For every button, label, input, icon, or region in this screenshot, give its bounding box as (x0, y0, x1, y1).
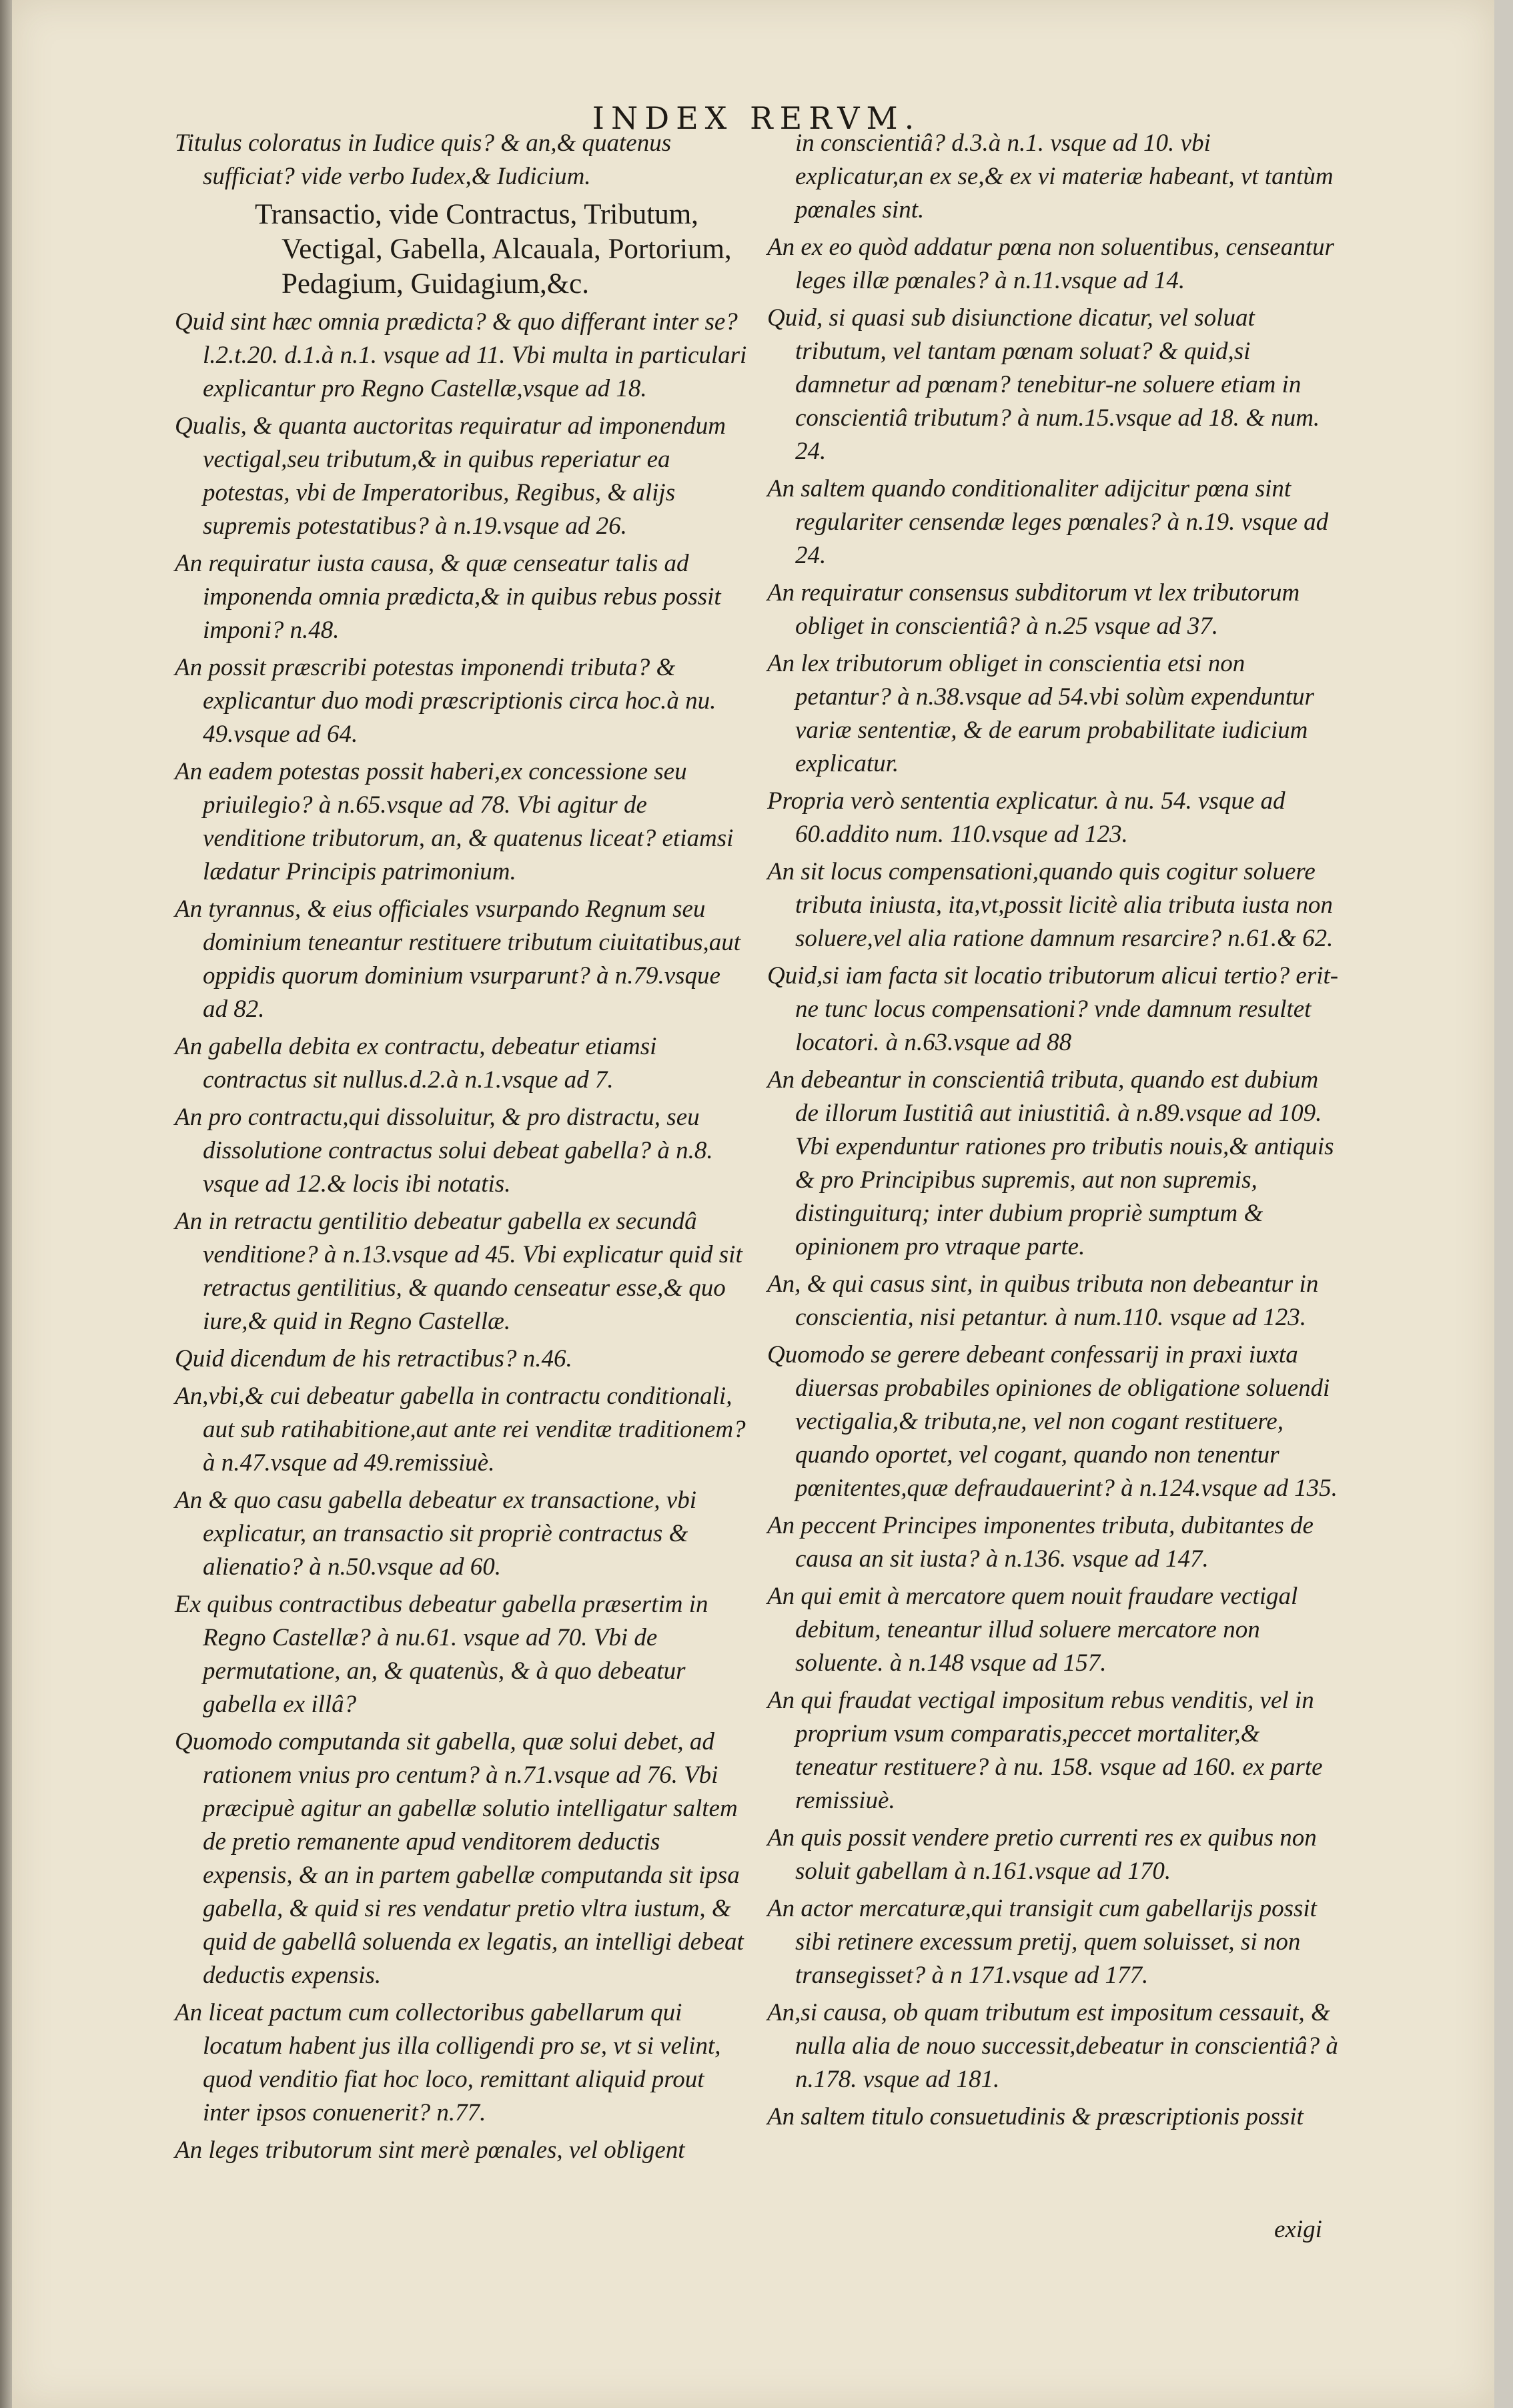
index-entry: Quid, si quasi sub disiunctione dicatur, vel soluat tributum, vel tantam pœnam soluat? & quid,si damnetur ad pœnam? tenebitur-ne soluere etiam in conscientiâ tributum? à num.15.vsque ad 18. & num. 24. (767, 304, 1320, 465)
index-entry: An saltem quando conditionaliter adijcitur pœna sint regulariter censendæ leges pœnales? à n.19. vsque ad 24. (767, 475, 1329, 569)
index-entry: Ex quibus contractibus debeatur gabella præsertim in Regno Castellæ? à nu.61. vsque ad 70. Vbi de permutatione, an, & quatenùs, & à quo debeatur gabella ex illâ? (175, 1591, 708, 1718)
index-entry: An,vbi,& cui debeatur gabella in contractu conditionali, aut sub ratihabitione,aut ante rei venditæ traditionem? à n.47.vsque ad 49.remissiuè. (175, 1382, 746, 1477)
index-entry: Transactio, vide Contractus, Tributum, Vectigal, Gabella, Alcauala, Portorium, Pedagium, Guidagium,&c. (255, 199, 732, 300)
index-entry: An saltem titulo consuetudinis & præscriptionis possit (767, 2103, 1304, 2130)
index-entry: An gabella debita ex contractu, debeatur etiamsi contractus sit nullus.d.2.à n.1.vsque ad 7. (175, 1033, 657, 1094)
index-entry: An pro contractu,qui dissoluitur, & pro distractu, seu dissolutione contractus solui debeat gabella? à n.8. vsque ad 12.& locis ibi notatis. (175, 1104, 713, 1198)
index-entry: An eadem potestas possit haberi,ex concessione seu priuilegio? à n.65.vsque ad 78. Vbi agitur de venditione tributorum, an, & quatenus liceat? etiamsi lædatur Principis patrimonium. (175, 758, 734, 885)
index-entry: An possit præscribi potestas imponendi tributa? & explicantur duo modi præscriptionis circa hoc.à nu. 49.vsque ad 64. (175, 654, 716, 748)
index-entry: Titulus coloratus in Iudice quis? & an,& quatenus sufficiat? vide verbo Iudex,& Iudicium. (175, 129, 672, 190)
index-entry: An requiratur iusta causa, & quæ censeatur talis ad imponenda omnia prædicta,& in quibus rebus possit imponi? n.48. (175, 550, 721, 644)
index-entry: An tyrannus, & eius officiales vsurpando Regnum seu dominium teneantur restituere tributum ciuitatibus,aut oppidis quorum dominium vsurparunt? à n.79.vsque ad 82. (175, 895, 741, 1023)
index-entry: Quomodo se gerere debeant confessarij in praxi iuxta diuersas probabiles opiniones de obligatione soluendi vectigalia,& tributa,ne, vel non cogant restituere, quando oportet, vel cogant, quando non tenentur pœnitentes,quæ defraudauerint? à n.124.vsque ad 135. (767, 1341, 1338, 1502)
page-header: INDEX RERVM. (592, 100, 921, 136)
index-entry: An liceat pactum cum collectoribus gabellarum qui locatum habent jus illa colligendi pro se, vt si velint, quod venditio fiat hoc loco, remittant aliquid prout inter ipsos conuenerit? n.77. (175, 1999, 721, 2126)
index-entry: An lex tributorum obliget in conscientia etsi non petantur? à n.38.vsque ad 54.vbi solùm expenduntur variæ sententiæ, & de earum probabilitate iudicium explicatur. (767, 650, 1314, 777)
right-column (767, 127, 1341, 2138)
index-entry: Quid,si iam facta sit locatio tributorum alicui tertio? erit-ne tunc locus compensationi? vnde damnum resultet locatori. à n.63.vsque ad 88 (767, 962, 1339, 1056)
index-entry: Quid dicendum de his retractibus? n.46. (175, 1345, 572, 1372)
index-entry: Qualis, & quanta auctoritas requiratur ad imponendum vectigal,seu tributum,& in quibus reperiatur ea potestas, vbi de Imperatoribus, Regibus, & alijs supremis potestatibus? à n.19.vsque ad 26. (175, 412, 726, 540)
index-entry: An,si causa, ob quam tributum est impositum cessauit, & nulla alia de nouo successit,debeatur in conscientiâ? à n.178. vsque ad 181. (767, 1999, 1338, 2093)
index-entry: An ex eo quòd addatur pœna non soluentibus, censeantur leges illæ pœnales? à n.11.vsque ad 14. (767, 234, 1334, 294)
index-entry: An actor mercaturæ,qui transigit cum gabellarijs possit sibi retinere excessum pretij, quem soluisset, si non transegisset? à n 171.vsque ad 177. (767, 1895, 1317, 1989)
index-entry: An quis possit vendere pretio currenti res ex quibus non soluit gabellam à n.161.vsque ad 170. (767, 1824, 1317, 1885)
index-entry: An debeantur in conscientiâ tributa, quando est dubium de illorum Iustitiâ aut iniustitiâ. à n.89.vsque ad 109. Vbi expenduntur rationes pro tributis nouis,& antiquis & pro Principibus supremis, aut non supremis, distinguiturq; inter dubium propriè sumptum & opinionem pro vtraque parte. (767, 1066, 1334, 1260)
index-entry: An in retractu gentilitio debeatur gabella ex secundâ venditione? à n.13.vsque ad 45. Vbi explicatur quid sit retractus gentilitius, & quando censeatur esse,& quo iure,& quid in Regno Castellæ. (175, 1208, 742, 1335)
index-entry: An & quo casu gabella debeatur ex transactione, vbi explicatur, an transactio sit propriè contractus & alienatio? à n.50.vsque ad 60. (175, 1487, 696, 1581)
index-entry: Quid sint hæc omnia prædicta? & quo differant inter se? l.2.t.20. d.1.à n.1. vsque ad 11. Vbi multa in particulari explicantur pro Regno Castellæ,vsque ad 18. (175, 308, 747, 402)
index-entry: An, & qui casus sint, in quibus tributa non debeantur in conscientia, nisi petantur. à num.110. vsque ad 123. (767, 1270, 1319, 1331)
left-column (175, 127, 748, 2171)
index-entry: An requiratur consensus subditorum vt lex tributorum obliget in conscientiâ? à n.25 vsque ad 37. (767, 579, 1300, 640)
catchword: exigi (1274, 2216, 1322, 2243)
index-entry: Quomodo computanda sit gabella, quæ solui debet, ad rationem vnius pro centum? à n.71.vsque ad 76. Vbi præcipuè agitur an gabellæ solutio intelligatur saltem de pretio remanente apud venditorem deductis expensis, & an in partem gabellæ computanda sit ipsa gabella, & quid si res vendatur pretio vltra iustum, & quid de gabellâ soluenda ex legatis, an intelligi debeat deductis expensis. (175, 1728, 744, 1989)
index-entry: An qui fraudat vectigal impositum rebus venditis, vel in proprium vsum comparatis,peccet mortaliter,& teneatur restituere? à nu. 158. vsque ad 160. ex parte remissiuè. (767, 1687, 1323, 1814)
book-gutter (0, 0, 12, 2408)
index-entry: Propria verò sententia explicatur. à nu. 54. vsque ad 60.addito num. 110.vsque ad 123. (767, 787, 1286, 848)
index-entry: in conscientiâ? d.3.à n.1. vsque ad 10. vbi explicatur,an ex se,& ex vi materiæ habeant, vt tantùm pœnales sint. (795, 129, 1334, 224)
index-entry: An qui emit à mercatore quem nouit fraudare vectigal debitum, teneantur illud soluere mercatore non soluente. à n.148 vsque ad 157. (767, 1583, 1298, 1677)
index-entry: An peccent Principes imponentes tributa, dubitantes de causa an sit iusta? à n.136. vsque ad 147. (767, 1512, 1314, 1573)
index-entry: An sit locus compensationi,quando quis cogitur soluere tributa iniusta, ita,vt,possit licitè alia tributa iusta non soluere,vel alia ratione damnum resarcire? n.61.& 62. (767, 858, 1334, 952)
index-entry: An leges tributorum sint merè pœnales, vel obligent (175, 2136, 685, 2164)
